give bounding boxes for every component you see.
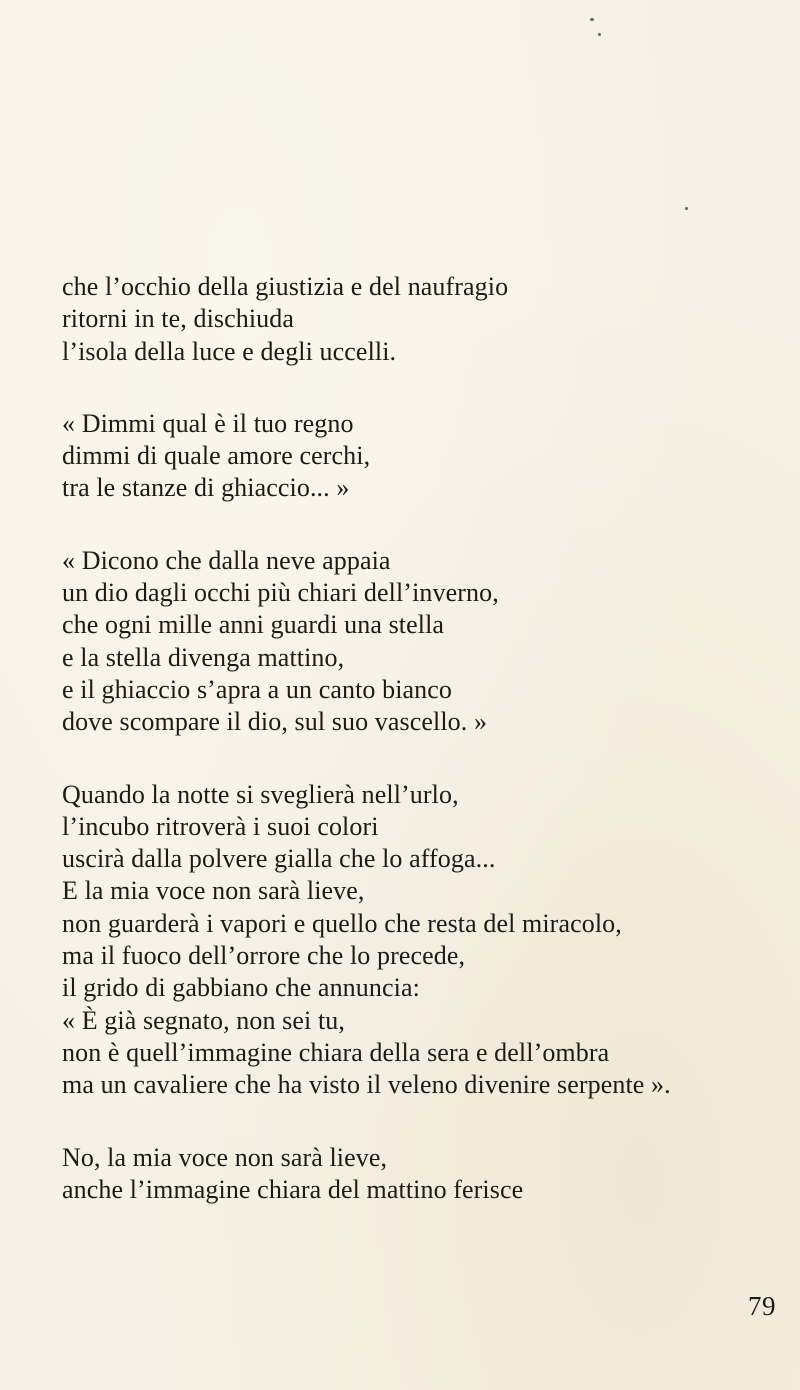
poem-line: dove scompare il dio, sul suo vascello. » [62,707,488,737]
poem-line: un dio dagli occhi più chiari dell’inverno, [62,578,499,608]
poem-line: anche l’immagine chiara del mattino ferisce [62,1174,524,1204]
page-number: 79 [748,1291,776,1321]
paper-speck [590,18,594,21]
poem-line: che ogni mille anni guardi una stella [62,610,445,640]
stanza-1 [62,271,782,368]
poem-line: l’incubo ritroverà i suoi colori [62,811,379,841]
poem-line: « Dicono che dalla neve appaia [62,545,391,575]
poem-line: che l’occhio della giustizia e del naufragio [62,272,509,301]
poem-line: l’isola della luce e degli uccelli. [62,336,397,366]
poem-line: e la stella divenga mattino, [62,642,345,672]
poem-line: non è quell’immagine chiara della sera e dell’ombra [62,1037,610,1067]
poem-line: uscirà dalla polvere gialla che lo affoga... [62,844,496,874]
paper-speck [598,33,601,36]
poem-line: ritorni in te, dischiuda [62,304,295,334]
paper-speck [685,207,688,210]
stanza-5 [62,1142,782,1207]
poem-line: ma il fuoco dell’orrore che lo precede, [62,941,466,971]
poem-line: Quando la notte si sveglierà nell’urlo, [62,779,459,809]
poem-text [62,271,782,1246]
stanza-4 [62,779,782,1102]
poem-line: « Dimmi qual è il tuo regno [62,408,354,438]
poem-line: tra le stanze di ghiaccio... » [62,473,350,503]
poem-line: non guarderà i vapori e quello che resta del miracolo, [62,908,622,938]
poem-line: « È già segnato, non sei tu, [62,1005,345,1035]
poem-line: No, la mia voce non sarà lieve, [62,1142,388,1172]
poem-line: il grido di gabbiano che annuncia: [62,973,420,1003]
poem-line: ma un cavaliere che ha visto il veleno divenire serpente ». [62,1070,671,1100]
poem-line: E la mia voce non sarà lieve, [62,876,365,906]
poem-line: dimmi di quale amore cerchi, [62,441,371,471]
poem-line: e il ghiaccio s’apra a un canto bianco [62,674,453,704]
stanza-3 [62,545,782,739]
stanza-2 [62,408,782,505]
